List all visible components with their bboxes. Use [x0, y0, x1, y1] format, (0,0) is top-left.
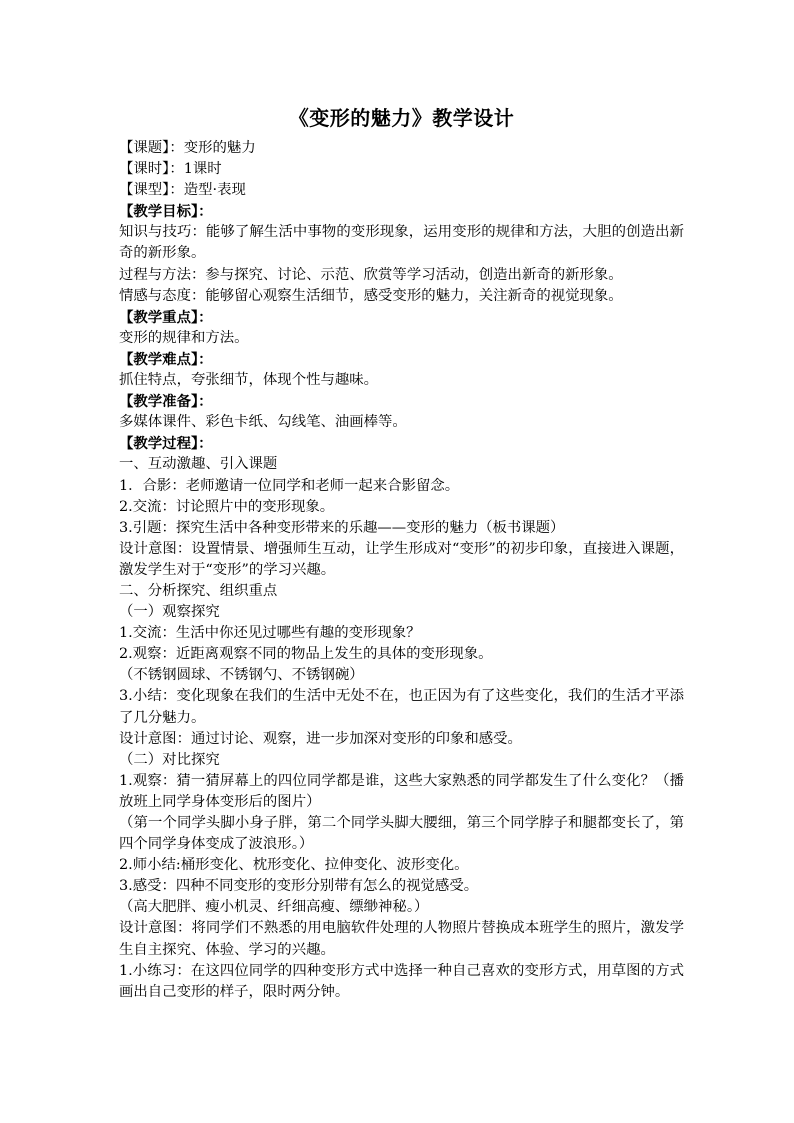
- body-text-line: 2.师小结:桶形变化、枕形变化、拉伸变化、波形变化。: [119, 857, 469, 874]
- body-text-line: 3.感受：四种不同变形的变形分别带有怎么的视觉感受。: [119, 878, 479, 895]
- body-text-line: 3.引题：探究生活中各种变形带来的乐趣——变形的魅力（板书课题）: [119, 519, 565, 536]
- body-text-line: 2.交流：讨论照片中的变形现象。: [119, 498, 335, 515]
- body-text-line: 1.观察：猜一猜屏幕上的四位同学都是谁，这些大家熟悉的同学都发生了什么变化？（播放班上同学身体变形后的图片）: [119, 772, 684, 810]
- document-title: 《变形的魅力》教学设计: [288, 106, 515, 130]
- body-text-line: 1.小练习：在这四位同学的四种变形方式中选择一种自己喜欢的变形方式，用草图的方式画出自己变形的样子，限时两分钟。: [119, 962, 684, 1000]
- body-text-line: （一）观察探究: [119, 604, 220, 621]
- section-heading: 【教学难点】：: [119, 350, 213, 368]
- body-text-line: （二）对比探究: [119, 751, 220, 768]
- document-page: [119, 104, 684, 1003]
- document-body: [119, 138, 684, 1003]
- body-text-line: 【课时】：1课时: [119, 161, 222, 178]
- body-text-line: 一、互动激趣、引入课题: [119, 456, 278, 473]
- body-text-line: 变形的规律和方法。: [119, 329, 249, 346]
- body-text-line: 情感与态度：能够留心观察生活细节，感受变形的魅力，关注新奇的视觉现象。: [119, 287, 623, 304]
- section-heading: 【教学过程】：: [119, 435, 213, 453]
- body-text-line: （第一个同学头脚小身子胖，第二个同学头脚大腰细，第三个同学脖子和腿都变长了，第四个同学身体变成了波浪形。）: [119, 815, 684, 853]
- body-text-line: 设计意图：通过讨论、观察，进一步加深对变形的印象和感受。: [119, 730, 522, 747]
- body-text-line: （不锈钢圆球、不锈钢勺、不锈钢碗）: [119, 667, 364, 684]
- body-text-line: 1．合影：老师邀请一位同学和老师一起来合影留念。: [119, 477, 460, 494]
- body-text-line: 2.观察：近距离观察不同的物品上发生的具体的变形现象。: [119, 646, 493, 663]
- body-text-line: 抓住特点，夸张细节，体现个性与趣味。: [119, 372, 379, 389]
- body-text-line: 过程与方法：参与探究、讨论、示范、欣赏等学习活动，创造出新奇的新形象。: [119, 266, 623, 283]
- body-text-line: 1.交流：生活中你还见过哪些有趣的变形现象？: [119, 625, 421, 642]
- body-text-line: 设计意图：设置情景、增强师生互动，让学生形成对“变形”的初步印象，直接进入课题，激发学生对于“变形”的学习兴趣。: [119, 540, 684, 578]
- body-text-line: 3.小结：变化现象在我们的生活中无处不在，也正因为有了这些变化，我们的生活才平添了几分魅力。: [119, 688, 684, 726]
- body-text-line: 【课题】：变形的魅力: [119, 140, 256, 156]
- body-text-line: 设计意图：将同学们不熟悉的用电脑软件处理的人物照片替换成本班学生的照片，激发学生自主探究、体验、学习的兴趣。: [119, 920, 684, 958]
- body-text-line: 多媒体课件、彩色卡纸、勾线笔、油画棒等。: [119, 414, 407, 431]
- section-heading: 【教学目标】：: [119, 203, 213, 221]
- body-text-line: （高大肥胖、瘦小机灵、纤细高瘦、缥缈神秘。）: [119, 899, 429, 916]
- body-text-line: 知识与技巧：能够了解生活中事物的变形现象，运用变形的规律和方法，大胆的创造出新奇的新形象。: [119, 224, 684, 262]
- body-text-line: 【课型】：造型·表现: [119, 182, 246, 199]
- section-heading: 【教学重点】：: [119, 308, 213, 326]
- section-heading: 【教学准备】：: [119, 393, 213, 411]
- body-text-line: 二、分析探究、组织重点: [119, 582, 278, 599]
